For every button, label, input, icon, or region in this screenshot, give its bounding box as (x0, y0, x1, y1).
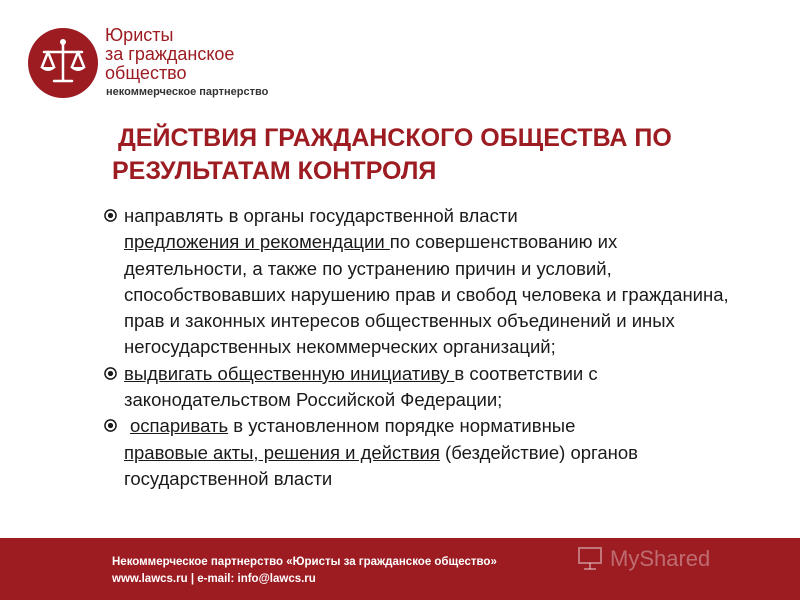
bullet-item-2 (104, 361, 744, 414)
footer-bar (0, 538, 800, 600)
bullet-3-text-a: в установленном порядке нормативные (228, 415, 576, 437)
logo-emblem (28, 28, 98, 98)
bullet-target-icon (104, 419, 117, 432)
scales-icon (28, 28, 98, 98)
logo-line-3: общество (105, 63, 187, 83)
bullet-item-3 (104, 413, 744, 492)
logo-wordmark (105, 26, 234, 83)
watermark-text: MyShared (610, 546, 711, 571)
bullet-2-text: в соответствии с законодательством Российской Федерации; (124, 362, 598, 411)
bullet-target-icon (104, 209, 117, 222)
logo-line-2: за гражданское (105, 44, 235, 64)
bullet-1-text-b: по совершенствованию их деятельности, а также по устранению причин и условий, способствовавших нарушению прав и свобод человека и гражданина, прав и законных интересов общественных объединений и иных негосударственных некоммерческих организаций; (124, 231, 729, 358)
logo-line-1: Юристы (105, 25, 174, 45)
bullet-list (104, 203, 744, 492)
bullet-1-text-a: направлять в органы государственной власти (124, 205, 518, 226)
bullet-target-icon (104, 367, 117, 380)
bullet-3-underlined-b: правовые акты, решения и действия (124, 441, 440, 463)
watermark (610, 546, 710, 572)
title-line-2: РЕЗУЛЬТАТАМ КОНТРОЛЯ (112, 157, 437, 185)
bullet-1-underlined: предложения и рекомендации (124, 231, 390, 253)
logo-subtitle: некоммерческое партнерство (106, 86, 269, 98)
bullet-3-underlined-a: оспаривать (130, 415, 229, 437)
presentation-icon (576, 544, 604, 572)
slide-title (112, 122, 758, 188)
bullet-3-text-b: (бездействие) органов государственной власти (124, 441, 639, 489)
footer-organization: Некоммерческое партнерство «Юристы за гражданское общество» (112, 556, 497, 568)
bullet-item-1 (104, 203, 744, 361)
title-line-1: ДЕЙСТВИЯ ГРАЖДАНСКОГО ОБЩЕСТВА ПО (118, 124, 672, 152)
bullet-2-underlined: выдвигать общественную инициативу (124, 362, 455, 384)
footer-contacts: www.lawcs.ru | e-mail: info@lawcs.ru (112, 573, 316, 585)
